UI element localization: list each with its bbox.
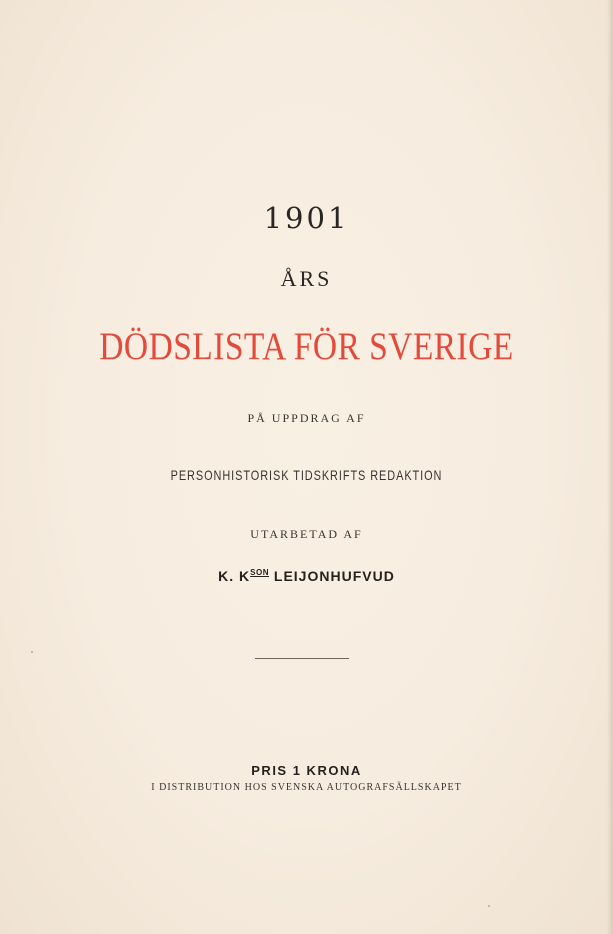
author-name: [0, 568, 613, 584]
editorial-line: PERSONHISTORISK TIDSKRIFTS REDAKTION: [170, 467, 443, 483]
years-label: ÅRS: [280, 266, 333, 291]
price-line: PRIS 1 KRONA: [251, 763, 362, 778]
author-initial: K. K: [218, 568, 251, 584]
prepared-by-line: UTARBETAD AF: [250, 527, 363, 541]
author-surname: LEIJONHUFVUD: [273, 568, 395, 584]
main-title: DÖDSLISTA FÖR SVERIGE: [99, 325, 514, 368]
divider-rule: [255, 658, 349, 659]
commission-line: PÅ UPPDRAG AF: [247, 411, 366, 425]
paper-speck: [488, 905, 490, 907]
distribution-line: I DISTRIBUTION HOS SVENSKA AUTOGRAFSÄLLSKAPET: [151, 782, 462, 793]
year-heading: 1901: [263, 201, 350, 235]
paper-speck: [31, 651, 33, 653]
author-superscript: SON: [250, 568, 270, 577]
